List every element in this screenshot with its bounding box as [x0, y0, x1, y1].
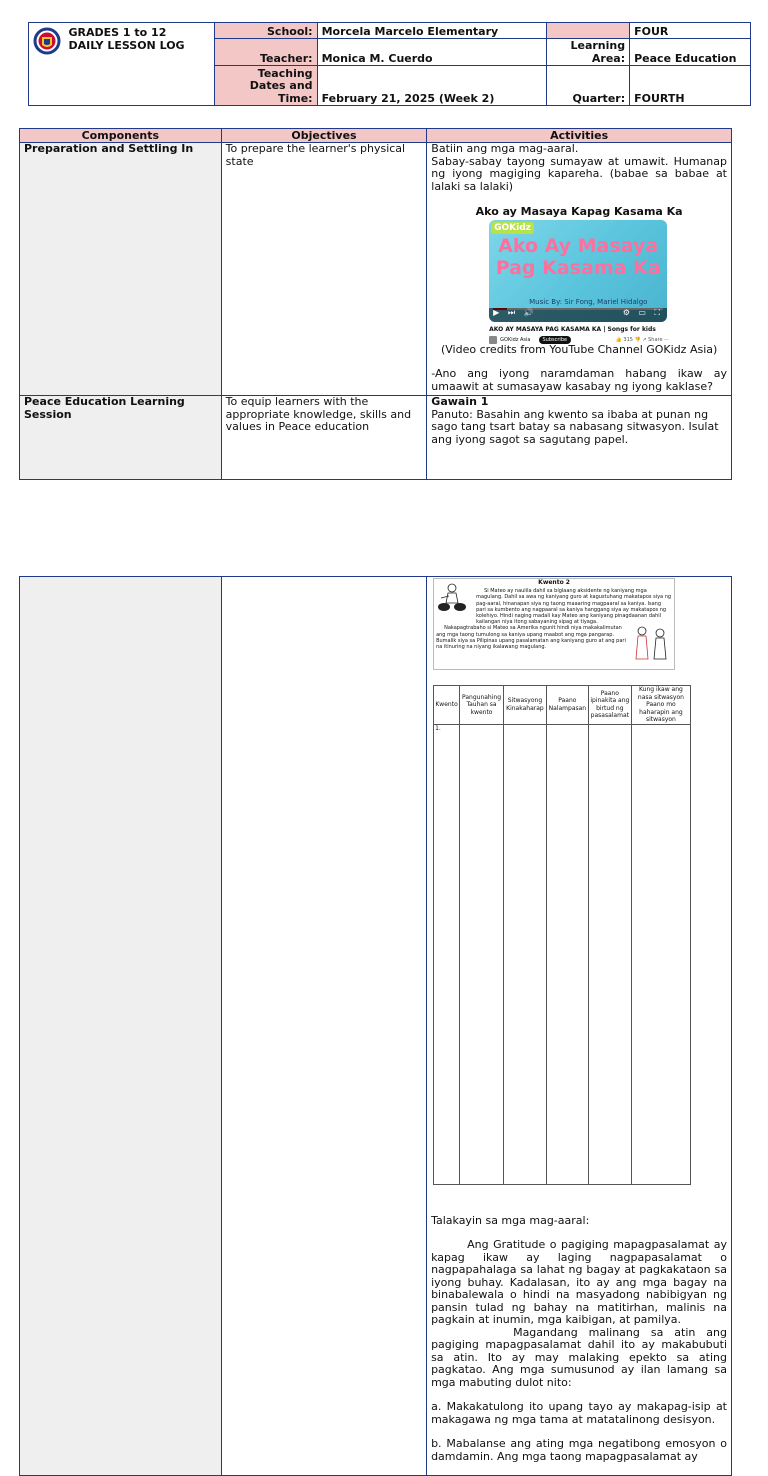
reflection-question: -Ano ang iyong naramdaman habang ikaw ay umaawit at sumasayaw kasabay ng iyong kaklase?	[431, 367, 727, 393]
story-image	[433, 578, 675, 670]
grade-value: FOUR	[630, 23, 751, 39]
continuation-component-cell	[20, 577, 222, 1476]
learning-area-value: Peace Education	[630, 39, 751, 66]
boy-with-money-illustration	[438, 583, 474, 613]
teacher-value: Monica M. Cuerdo	[317, 39, 547, 66]
player-settings-icons[interactable]: ⚙ ▭ ⛶	[622, 308, 664, 317]
col-activities: Activities	[427, 129, 732, 143]
component-learning-session: Peace Education Learning Session	[20, 396, 222, 480]
chart-cell	[460, 724, 504, 1184]
quarter-label: Quarter:	[547, 66, 630, 106]
col-objectives: Objectives	[221, 129, 427, 143]
dates-label: Teaching Dates and Time:	[214, 66, 317, 106]
chart-header-haharapin: Kung ikaw ang nasa sitwasyon Paano mo haharapin ang sitwasyon	[631, 686, 690, 725]
thumbnail-credit: Music By: Sir Fong, Mariel Hidalgo	[529, 297, 648, 306]
objective-preparation: To prepare the learner's physical state	[221, 143, 427, 396]
log-title: GRADES 1 to 12 DAILY LESSON LOG	[68, 26, 185, 52]
video-actions[interactable]: 👍 315 👎 ↗ Share ⋯	[615, 336, 670, 343]
youtube-video-title[interactable]: AKO AY MASAYA PAG KASAMA KA | Songs for kids	[489, 325, 656, 333]
quarter-value: FOURTH	[630, 66, 751, 106]
activity-learning-session	[427, 396, 732, 480]
chart-cell	[631, 724, 690, 1184]
benefit-item-b: b. Mabalanse ang ating mga negatibong emosyon o damdamin. Ang mga taong mapagpasalamat ay	[431, 1437, 727, 1463]
activity-preparation	[427, 143, 732, 396]
gratitude-paragraph: Ang Gratitude o pagiging mapagpasalamat ay kapag ikaw ay laging nagpapasalamat o nagpapahalaga sa lahat ng bagay at pagkakataon sa iyong buhay. Kadalasan, ito ay ang mga bagay na binabalewala o hindi na masyadong nabibigyan ng pansin tulad ng bahay na matitirhan, malinis na pagkain at inumin, mga kaibigan, at pamilya.	[431, 1238, 727, 1326]
component-preparation: Preparation and Settling In	[20, 143, 222, 396]
continuation-objective-cell	[221, 577, 427, 1476]
dates-value: February 21, 2025 (Week 2)	[317, 66, 547, 106]
story-chart-table	[433, 685, 691, 1185]
video-title: Ako ay Masaya Kapag Kasama Ka	[475, 205, 683, 218]
chart-row-number: 1.	[434, 724, 460, 1184]
play-icon[interactable]: ▶ ⏭ 🔊	[493, 308, 537, 317]
greeting-text: Batiin ang mga mag-aaral.	[431, 142, 579, 155]
dance-instruction: Sabay-sabay tayong sumayaw at umawit. Humanap ng iyong magiging kapareha. (babae sa babae at lalaki sa lalaki)	[431, 154, 727, 193]
chart-header-sitwasyon: Sitwasyong Kinakaharap	[503, 686, 546, 725]
panuto-text: Panuto: Basahin ang kwento sa ibaba at punan ng sago tang tsart batay sa nabasang sitwasyon. Isulat ang iyong sagot sa sagutang papel.	[431, 407, 719, 446]
chart-header-tauhan: Pangunahing Tauhan sa kwento	[460, 686, 504, 725]
thumbnail-title-line2: Pag Kasama Ka	[495, 256, 661, 279]
objective-learning-session: To equip learners with the appropriate knowledge, skills and values in Peace education	[221, 396, 427, 480]
discussion-heading: Talakayin sa mga mag-aaral:	[431, 1213, 590, 1227]
story-paragraph-1: Si Mateo ay naulila dahil sa biglaang aksidente ng kaniyang mga magulang. Dahil sa awa ng kaniyang guro at kagustuhang makatapos siya ng pag-aaral, hinanapan siya ng taong maaaring magpaaral sa kaniya. Isang pari sa kumbento ang nagpaaral sa kaniya hanggang siya ay makatapos ng kolehiyo. Hindi naging madali kay Mateo ang kaniyang pinagdaanan dahil kailangan niya itong sabayaning sipag at tiyaga.	[476, 588, 672, 626]
subscribe-button[interactable]: Subscribe	[539, 336, 572, 344]
logo-cell	[29, 23, 215, 106]
teacher-label: Teacher:	[214, 39, 317, 66]
lesson-table	[19, 128, 732, 480]
thumbnail-title-line1: Ako Ay Masaya	[498, 234, 659, 257]
chart-cell	[503, 724, 546, 1184]
video-thumbnail[interactable]	[489, 220, 667, 322]
school-value: Morcela Marcelo Elementary	[317, 23, 547, 39]
chart-cell	[588, 724, 631, 1184]
chart-header-kwento: Kwento	[434, 686, 460, 725]
deped-seal-icon	[33, 27, 61, 55]
channel-name[interactable]: GOKidz Asia	[500, 336, 531, 343]
story-paragraph-2: Nakapagtrabaho si Mateo sa Amerika ngunit hindi niya makakalimutan ang mga taong tumulong sa kaniya upang maabot ang mga pangarap. Bumalik siya sa Pilipinas upang pasalamatan ang kaniyang guro at ang pari na itinuring na niyang ikalawang magulang.	[436, 625, 626, 651]
story-title: Kwento 2	[538, 579, 570, 586]
graduation-illustration	[630, 625, 672, 661]
header-table	[28, 22, 751, 106]
continuation-activity-cell	[427, 577, 732, 1476]
video-credit: (Video credits from YouTube Channel GOKidz Asia)	[440, 342, 718, 356]
discussion-section	[431, 1215, 727, 1464]
chart-header-nalampasan: Paano Nalampasan	[546, 686, 588, 725]
chart-cell	[546, 724, 588, 1184]
chart-header-birtud: Paano ipinakita ang birtud ng pasasalamat	[588, 686, 631, 725]
benefits-intro-paragraph: Magandang malinang sa atin ang pagiging mapagpasalamat dahil ito ay makabubuti sa atin. Ito ay may malaking epekto sa ating pagkatao. Ang mga sumusunod ay ilan lamang sa mga mabuting dulot nito:	[431, 1325, 727, 1389]
school-label: School:	[214, 23, 317, 39]
continuation-table	[19, 576, 732, 1476]
benefit-item-a: a. Makakatulong ito upang tayo ay makapag-isip at makagawa ng mga tama at matatalinong desisyon.	[431, 1400, 727, 1426]
col-components: Components	[20, 129, 222, 143]
gawain-heading: Gawain 1	[431, 395, 489, 408]
learning-area-label: Learning Area:	[547, 39, 630, 66]
grade-label	[547, 23, 630, 39]
video-embed[interactable]	[489, 220, 669, 344]
channel-badge: GOKidz	[491, 222, 534, 235]
